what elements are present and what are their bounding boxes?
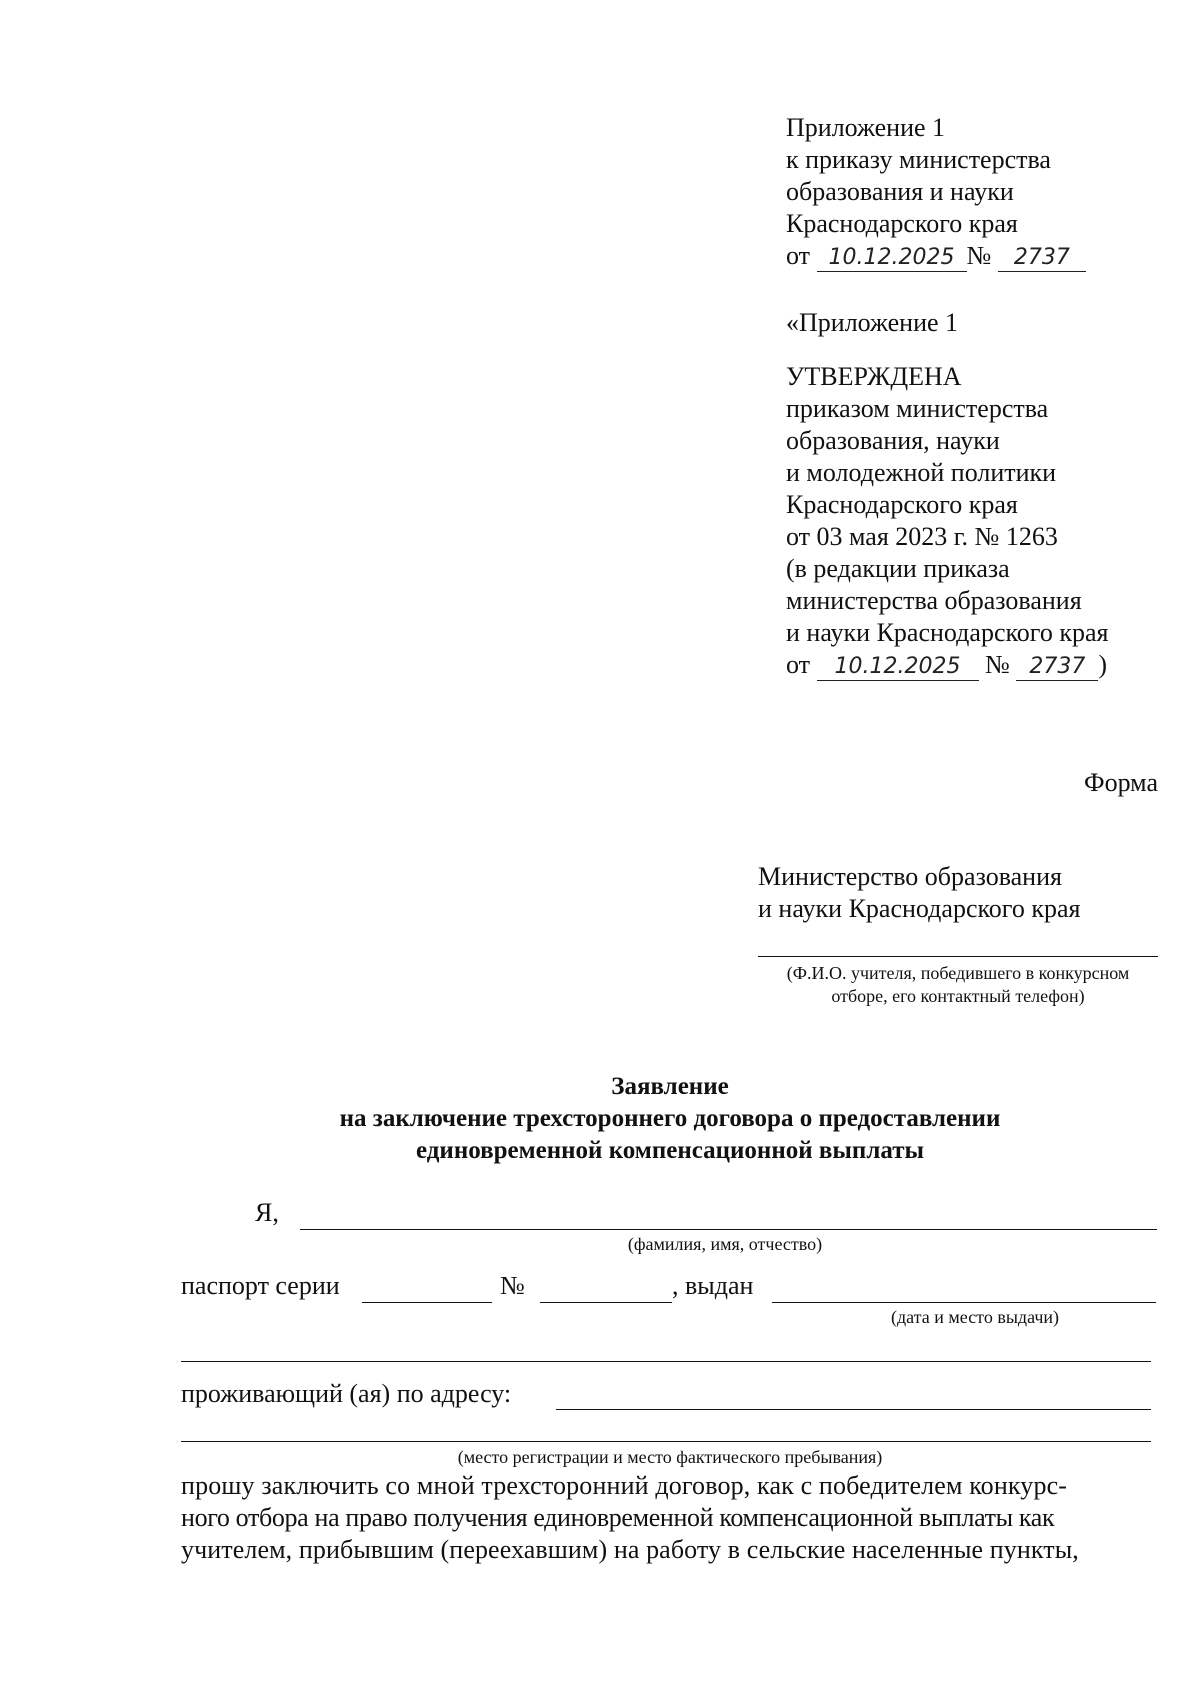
approved-heading: УТВЕРЖДЕНА [786,362,962,391]
approval-line: Краснодарского края [786,490,1018,519]
handwritten-date: 10.12.2025 [817,245,967,272]
address-caption: (место регистрации и место фактического пребывания) [457,1447,883,1467]
i-label: Я, [255,1198,279,1227]
issued-label: , выдан [672,1271,754,1300]
address-field-line[interactable] [556,1409,1151,1410]
body-paragraph [181,1470,1161,1566]
title-line: Заявление [611,1073,729,1100]
addressee-block [758,861,1158,925]
addressee-line: Министерство образования [758,862,1062,891]
passport-number-line[interactable] [540,1302,672,1303]
number-label: № [966,241,992,270]
document-title [180,1071,1160,1167]
approval-line: министерства образования [786,586,1082,615]
title-line: единовременной компенсационной выплаты [416,1137,924,1164]
appendix-line: образования и науки [786,177,1014,206]
address-continuation-line[interactable] [181,1441,1151,1442]
teacher-info-line [758,956,1158,957]
issued-continuation-line[interactable] [181,1361,1151,1362]
appendix-line: к приказу министерства [786,145,1051,174]
body-line: прошу заключить со мной трехсторонний договор, как с победителем конкурс- [181,1471,1068,1500]
approval-block [786,307,1166,681]
form-label: Форма [1084,768,1158,797]
passport-number-label: № [500,1271,525,1300]
from-label: от [786,650,811,679]
issued-field-line[interactable] [772,1302,1156,1303]
handwritten-number: 2737 [1016,654,1098,681]
number-label: № [985,650,1010,679]
body-line: ного отбора на право получения единовременной компенсационной выплаты как [181,1503,1055,1532]
closing-paren: ) [1098,650,1108,679]
fio-field-line[interactable] [300,1229,1157,1230]
title-line: на заключение трехстороннего договора о предоставлении [339,1105,1001,1132]
passport-series-line[interactable] [362,1302,492,1303]
approval-line: образования, науки [786,426,1000,455]
handwritten-number: 2737 [998,245,1086,272]
appendix-header [786,112,1146,272]
approval-line: от 03 мая 2023 г. № 1263 [786,522,1058,551]
appendix-order-line [786,240,1146,272]
quote-appendix-line: «Приложение 1 [786,308,959,337]
address-label: проживающий (ая) по адресу: [181,1379,512,1408]
handwritten-date: 10.12.2025 [817,654,979,681]
approval-line: (в редакции приказа [786,554,1010,583]
from-label: от [786,241,811,270]
passport-label: паспорт серии [181,1271,340,1300]
approval-order-line [786,649,1166,681]
body-line: учителем, прибывшим (переехавшим) на работу в сельские населенные пункты, [181,1535,1079,1564]
teacher-info-caption: (Ф.И.О. учителя, победившего в конкурсном отборе, его контактный телефон) [786,963,1130,1006]
addressee-line: и науки Краснодарского края [758,894,1081,923]
issued-caption: (дата и место выдачи) [890,1307,1060,1327]
appendix-line: Краснодарского края [786,209,1018,238]
approval-line: и науки Краснодарского края [786,618,1109,647]
approval-line: и молодежной политики [786,458,1057,487]
approval-line: приказом министерства [786,394,1049,423]
appendix-title: Приложение 1 [786,113,946,142]
fio-caption: (фамилия, имя, отчество) [627,1234,823,1254]
